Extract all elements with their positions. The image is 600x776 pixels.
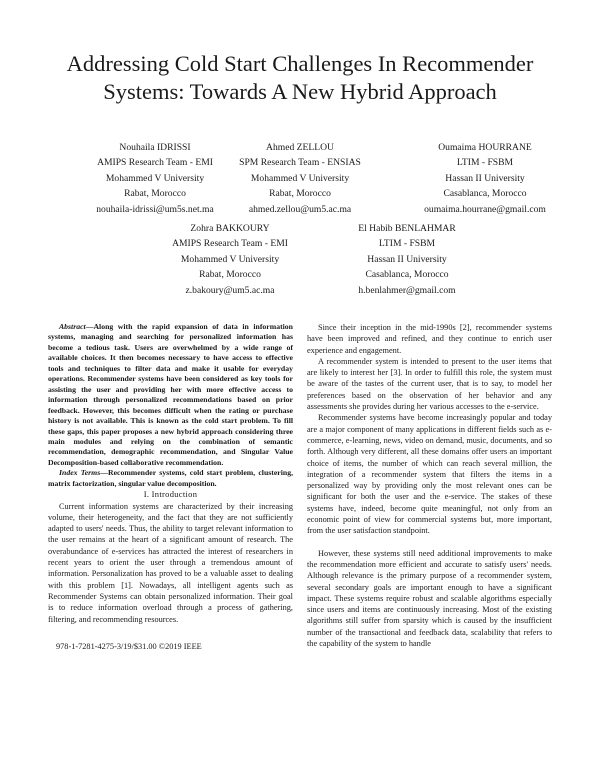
title-line-2: Systems: Towards A New Hybrid Approach bbox=[103, 79, 497, 104]
left-column bbox=[48, 322, 293, 652]
author-block-4 bbox=[135, 221, 325, 298]
author-block-3 bbox=[385, 140, 585, 217]
author-affiliation: LTIM - FSBM bbox=[456, 157, 514, 169]
abstract-label: Abstract bbox=[59, 322, 86, 331]
author-email: z.bakoury@um5.ac.ma bbox=[185, 284, 275, 296]
paper-title bbox=[20, 50, 580, 106]
author-city: Rabat, Morocco bbox=[269, 188, 331, 200]
author-city: Casablanca, Morocco bbox=[443, 188, 527, 200]
author-name: Oumaima HOURRANE bbox=[438, 142, 532, 153]
author-block-5 bbox=[312, 221, 502, 298]
author-city: Casablanca, Morocco bbox=[365, 269, 449, 281]
author-university: Hassan II University bbox=[367, 253, 447, 265]
author-university: Mohammed V University bbox=[180, 253, 280, 265]
copyright-notice: 978-1-7281-4275-3/19/$31.00 ©2019 IEEE bbox=[56, 641, 202, 651]
body-paragraph-3: Recommender systems have become increasingly popular and today are a major component of many applications in different fields such as e-commerce, e-learning, news, video on demand, music, documents, and so forth. Although very different, all these domains offer users an important choice of items, the number of which can reach several million, the integration of a recommender system that filters the items in a personalized way by providing only the most relevant ones can be significant for both the user and the e-service. The stakes of these systems have, indeed, become quite meaningful, not only from an economic point of view for commercial systems but, more important, from the user satisfaction standpoint. bbox=[307, 413, 552, 536]
author-affiliation: AMIPS Research Team - EMI bbox=[172, 238, 288, 250]
author-email: ahmed.zellou@um5.ac.ma bbox=[248, 203, 352, 215]
author-name: Zohra BAKKOURY bbox=[190, 223, 270, 234]
author-name: El Habib BENLAHMAR bbox=[358, 223, 456, 234]
body-paragraph-4: However, these systems still need additional improvements to make the recommendation more efficient and accurate to satisfy users' needs. Although relevance is the primary purpose of a recommender system, several secondary goals are important enough to have a significant impact. These systems require robust and scalable algorithms especially since users and items are continuously increasing. Most of the existing algorithms still suffer from sparsity which is caused by the insufficient number of the transactional and feedback data, scalability that refers to the capability of the system to handle bbox=[307, 548, 552, 649]
author-university: Mohammed V University bbox=[250, 172, 350, 184]
author-affiliation: LTIM - FSBM bbox=[378, 238, 436, 250]
author-affiliation: SPM Research Team - ENSIAS bbox=[239, 157, 361, 169]
index-terms-text: —Recommender systems, cold start problem, clustering, matrix factorization, singular value decomposition. bbox=[48, 468, 294, 488]
body-paragraph-1: Since their inception in the mid-1990s [2], recommender systems have been improved and refined, and they continue to enrich user experience and engagement. bbox=[307, 323, 552, 355]
body-paragraph-2: A recommender system is intended to present to the user items that are likely to interest her [3]. In order to fulfill this role, the system must be aware of the tastes of the current user, that is to say, to model her preferences based on the observation of her behavior and any assessments she provides during her various accesses to the e-service. bbox=[307, 356, 552, 412]
author-email: h.benlahmer@gmail.com bbox=[358, 284, 456, 296]
section-heading: I. Introduction bbox=[143, 489, 198, 500]
right-column bbox=[307, 322, 552, 649]
author-name: Ahmed ZELLOU bbox=[266, 142, 334, 153]
author-block-2 bbox=[205, 140, 395, 217]
author-affiliation: AMIPS Research Team - EMI bbox=[97, 157, 213, 169]
intro-paragraph: Current information systems are characterized by their increasing volume, their heterogeneity, and the fact that they are not sufficiently adapted to users' needs. Thus, the ability to target relevant information to the user remains at the heart of a significant amount of research. The overabundance of e-services has attracted the interest of researchers in recent years to orient the user through a tremendous amount of information. Personalization has proved to be a valuable asset to dealing with this problem [1]. Nowadays, all intelligent agents such as Recommender Systems can obtain personalized information. Their goal is to reduce information overload through a process of gathering, filtering, and recommending resources. bbox=[48, 501, 293, 624]
author-email: nouhaila-idrissi@um5s.net.ma bbox=[96, 203, 214, 215]
author-university: Mohammed V University bbox=[105, 172, 205, 184]
author-email: oumaima.hourrane@gmail.com bbox=[424, 203, 546, 215]
author-name: Nouhaila IDRISSI bbox=[119, 142, 191, 153]
title-line-1: Addressing Cold Start Challenges In Recommender bbox=[66, 51, 534, 76]
author-city: Rabat, Morocco bbox=[124, 188, 186, 200]
abstract-text: —Along with the rapid expansion of data in information systems, managing and searching for personalized information has become a tedious task. Users are overwhelmed by a wide range of available choices. It then becomes necessary to have access to effective tools and techniques to filter data and make it usable for everyday operations. Recommender systems have been considered as key tools for assisting the user and providing her with more effective access to information through personalized recommendations based on prior feedback. However, this becomes difficult when the rating or purchase history is not available. This is known as the cold start problem. To fill these gaps, this paper proposes a new hybrid approach considering three main modules and relying on the combination of semantic recommendation, demographic recommendation, and Singular Value Decomposition-based collaborative recommendation. bbox=[48, 322, 293, 467]
abstract bbox=[48, 322, 293, 489]
index-terms-label: Index Terms bbox=[59, 468, 101, 478]
author-university: Hassan II University bbox=[445, 172, 525, 184]
author-city: Rabat, Morocco bbox=[199, 269, 261, 281]
